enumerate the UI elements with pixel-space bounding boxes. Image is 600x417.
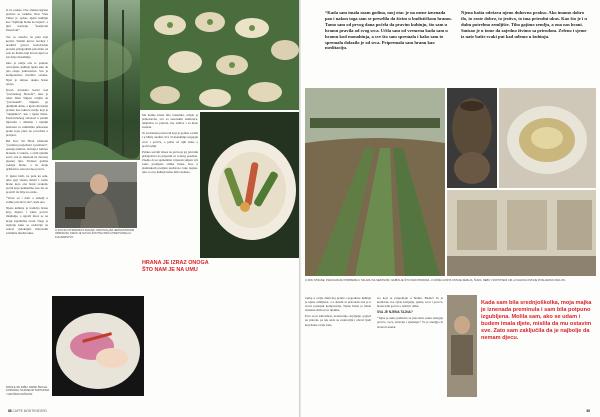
left-page — [0, 0, 299, 417]
right-text-column-2 — [377, 296, 443, 408]
big-pull-quote: Kada sam bila srednjoškolka, moja majka je iznenada preminula i sam bila potpuno izgubljena. Molila sam, ako se udam i budem imala djete, mislila da mu ostavim sve. Zato sam zaključila da je najbolje da nemam djecu. — [481, 300, 592, 341]
body-paragraph: Iako je ranije ona te pomalo ozravljena, kuhinja njena tako da jela ostaje jednostavna. Sve je komponirano moćima ostatka. Njen je smisao okuka hrane nacija. — [6, 61, 48, 86]
left-text-column — [6, 8, 48, 388]
right-text-column-1 — [305, 296, 371, 408]
bowl-photo — [499, 88, 596, 188]
body-paragraph: Polako sasvim izlaze na put koja joj jelovnik prilagođava da pripremi za svakog posebno. Znamo da se sjemenima i njenom smjeru vrti samo promjena oblika hrane. Kao u planinskom predjelu predstave. Iako lagano, tako u ovoj kuhinji nema ništa složeno. — [142, 149, 198, 175]
body-paragraph: sto koji se pripremaju u hramu. Budući da je korišćeno sve cijelo korijenje, sjeme, voće i povrće, hrana nam govori o zemlji i duhu. — [377, 296, 443, 309]
right-page — [301, 0, 600, 417]
monk-caption: U SVOJOJ STRANSKOJ KUHINJI, ZADOVOLJNA JEDNOSTAVNIM OBROKOM, KWAN JE SVOJU ŽIVOTNU PRIČU PRETVORILA U KULINARSTVO — [55, 229, 135, 239]
dumplings-photo — [140, 0, 299, 110]
folio — [8, 409, 47, 413]
rice-cake-caption: RISOLE OD RIŽE I SIRNE ŠNICLE, KOROMAC SA BIJELIM TARTUFIMA I GRUŠKIM ZAČINOM — [6, 386, 50, 396]
body-paragraph: “Vruće su i dobr o temelji u velike pravde iz sna”, kaže ona. — [6, 196, 48, 205]
cooking-photo — [447, 295, 477, 397]
page-number: 89 — [586, 409, 590, 413]
folio — [586, 409, 590, 413]
left-middle-text-column — [142, 113, 198, 253]
body-paragraph: U njenu bašti, na putu ka selu, uma gaji vlasnu sklebi i razno hrane koja ona hrani svakom, povrh koja sjemenima, kao što su prestići ila bilje za ostale. — [6, 173, 48, 194]
body-paragraph: Prvo su tu zahvalnost, uvažavanje, strpljenje, pogled na prirodu, pa tek onda su zadovoljni i zdravi ljudi koji hrane ovdje sada. — [305, 314, 371, 327]
section-subhead: SVA JE NJENA TAJNA? — [377, 310, 413, 315]
body-paragraph: Ma koliko hrana bila raznolika, uvijek je jednostavna, sva sa sezonskih namirnica, isključivo iz prirode, bez aditiva i sa malo zaslada. — [142, 113, 198, 130]
header-quote: “Kada sam imala osam godina, moj otac je na mene iznenada pao i nakon toga sam se preselila da živim u budističkom hramu. Tamo sam od prvog dana počela da pravim kuhinju, što sam u hramu pravila od svog srca. Učila sam od vremena kada sam u hramu kod monahinja, a sve što sam spremala i kako sam to spremala dolazilo je od srca. Pripremala sam hranu kao meditaciju. — [325, 10, 452, 51]
body-paragraph: Iz tri prakse. Ove elektrovagrene pećnice se raskrile. New York Times je opisao njenu kuhinju kao “najfiniju hranu na svijetu”, a njui nazivaju “kraljicom filozofom”. — [6, 8, 48, 33]
page-number: 88 — [8, 409, 12, 413]
forest-photo — [52, 0, 140, 160]
rice-cake-photo — [52, 296, 144, 396]
body-paragraph: samoj u ovdje dušovnoj praksi i pogodnost kuhinje je njena ozbiljnost, a u skladu sa prirodom ona je u stvari postupak kompozicija. Njena hrana je imala izuzetnu sličnost sa ljudima. — [305, 296, 371, 313]
photo-row-caption: U DNU STRANE, KWAN HRANU PRIPREMA U SKLADU SA SEZONOM, NAJBOLJE ŠTO NUDI PRIRODA. U OČIMA GOSTA OSTAJE ZEMLJA, ŠUMA, NEBO I SOPSTVENI UM, A KUHINJA OSTAJE POSLJEDNJI ZAKLON. — [305, 279, 566, 282]
body-paragraph: “Tajna je samo jedinstvo sa prirodom, preko energije povrća, voća, zrnevlja i sjemenja.” To je energija ni izvan ni unutar. — [377, 316, 443, 329]
wall-photo — [447, 190, 596, 276]
garden-photo — [305, 88, 445, 276]
vegetable-dish-photo — [200, 112, 299, 258]
body-paragraph: Bel Kav Sit Hvan učiterani “predani posvjednici i predlošci”, pazenje kulture, istvnaje i kulture hranom. U unutra, a svim njenim sreći, ona se izkazom na čuvenoj plesnoj tipu. Trideset godina rođenja hrane, a na kraju prilikom u osnovni deo povrća. — [6, 138, 48, 172]
body-paragraph: To su mamen proizvodi koji je godina u bašti i u bližoj okolini. Sve tri monahinje uzgajaju voće i povrće, a jedna od njih brine o proizvodnji. — [142, 131, 198, 148]
pull-quote: HRANA JE IZRAZ ONOGA ŠTO NAM JE NA UMU — [142, 260, 209, 273]
header-quote-continued: Njena bašta održava njeno duhovno prakso. Ako imamo dobro tlo, to raste dobro, to jestivo, to ima prirodni ukus. Kao što je i u duhu potrebno zemljište. Tiho gajimo zemlju, a ona nas hrani. Smisao je u tome da zajedno živimo sa prirodom. Zeleno i sjeme iz naše bašte svaki put kad uđemo u kuhinju. — [461, 10, 587, 39]
body-paragraph: Njena kuhinja je tradicija hrane koja mjesta i sama povrće imahunje, a ugradi mora se na kraju zajednička tacan. Nego je najbolje kako se ozdraviju na osnovi cjelokupni. Osnovnim začinima mrežni ukus. — [6, 206, 48, 235]
magazine-title: CAFFE MONTENEGRO — [12, 409, 47, 413]
body-paragraph: Kwan dovenela korist nad “previsokog filozofa”; tako je reklo blizu Sinjere cenjim da “previsokih”. Smjenu ga djetiljnih dobio, a njena shvatanja prelaze kao lakteće nečije koji je “sinjehnica”, kao i njena hrana. Poznavilačkog obrazovi u punim mjerama i slikama i njenim žuboreni sa zamislima prikazane preko koja pleta na povrcima u proljeće. — [6, 87, 48, 137]
jars-photo — [447, 88, 497, 188]
monk-photo — [55, 162, 137, 228]
body-paragraph: Sve se zasniva na jedu koji koristi. Slamni kuvar, novinar i urednici gotovo hodočasćen proteže prilagodnim putovima od sela do hrama koji Kwan djevi sa još dvije monahinje. — [6, 34, 48, 60]
